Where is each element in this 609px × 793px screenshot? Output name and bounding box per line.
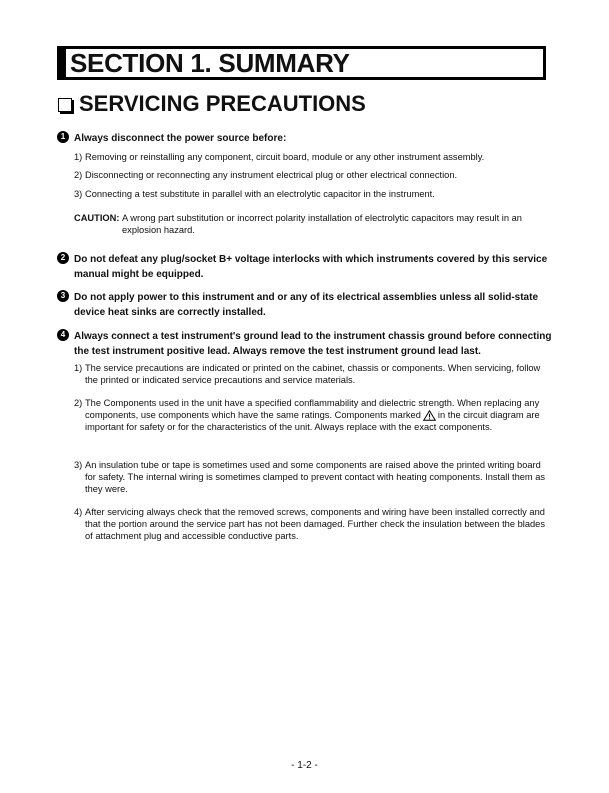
item4-sub-1 bbox=[74, 362, 552, 386]
sub-text: Connecting a test substitute in parallel with an electrolytic capacitor in the instrument. bbox=[85, 189, 435, 199]
sub-text-after: in the circuit diagram are important for safety or for the characteristics of the unit. Always replace with the exact components. bbox=[85, 410, 540, 433]
number-badge-1: 1 bbox=[57, 131, 69, 143]
caution-text: A wrong part substitution or incorrect polarity installation of electrolytic capacitors may result in an explosion hazard. bbox=[122, 213, 522, 236]
sub-label: 2) bbox=[74, 398, 83, 408]
page-number: - 1-2 - bbox=[291, 760, 318, 771]
sub-text bbox=[85, 397, 552, 434]
warning-triangle-icon bbox=[423, 410, 436, 421]
sub-label: 4) bbox=[74, 507, 83, 517]
sub-label: 3) bbox=[74, 460, 83, 470]
item1-sub-2 bbox=[74, 169, 552, 181]
item4-sub-4 bbox=[74, 506, 552, 543]
item1-sub-3 bbox=[74, 188, 552, 200]
sub-text-before: The Components used in the unit have a specified conflammability and dielectric strength. When replacing any components, use components which have the same ratings. Components marked bbox=[85, 398, 540, 421]
precaution-item-1-text: Always disconnect the power source before: bbox=[74, 133, 287, 144]
sub-label: 1) bbox=[74, 152, 83, 162]
sub-label: 1) bbox=[74, 363, 83, 373]
item4-sub-3 bbox=[74, 459, 552, 496]
number-badge-4: 4 bbox=[57, 329, 69, 341]
servicing-precautions-heading bbox=[58, 91, 366, 117]
section-title: SECTION 1. SUMMARY bbox=[70, 47, 350, 78]
sub-text: Disconnecting or reconnecting any instrument electrical plug or other electrical connection. bbox=[85, 170, 458, 180]
precaution-item-2 bbox=[57, 252, 552, 282]
number-badge-2: 2 bbox=[57, 252, 69, 264]
checkbox-square-icon bbox=[58, 98, 72, 112]
item1-sub-1 bbox=[74, 151, 552, 163]
number-badge-3: 3 bbox=[57, 290, 69, 302]
sub-text: Removing or reinstalling any component, circuit board, module or any other instrument assembly. bbox=[85, 152, 485, 162]
sub-heading-text: SERVICING PRECAUTIONS bbox=[79, 91, 366, 116]
precaution-item-3-text: Do not apply power to this instrument and or any of its electrical assemblies unless all solid-state device heat sinks are correctly installed. bbox=[74, 292, 538, 318]
caution-note bbox=[74, 212, 552, 236]
precaution-item-4 bbox=[57, 329, 552, 359]
sub-label: 3) bbox=[74, 189, 83, 199]
sub-text: An insulation tube or tape is sometimes used and some components are raised above the printed writing board for safety. The internal wiring is sometimes clamped to prevent contact with heating components. Install them as they were. bbox=[85, 460, 546, 495]
precaution-item-3 bbox=[57, 290, 552, 320]
section-header-box bbox=[57, 46, 546, 80]
precaution-item-2-text: Do not defeat any plug/socket B+ voltage interlocks with which instruments covered by this service manual might be equipped. bbox=[74, 254, 548, 280]
sub-text: The service precautions are indicated or printed on the cabinet, chassis or components. When servicing, follow the printed or indicated service precautions and service materials. bbox=[85, 363, 541, 386]
caution-label: CAUTION: bbox=[74, 213, 120, 223]
sub-label: 2) bbox=[74, 170, 83, 180]
precaution-item-4-text: Always connect a test instrument's ground lead to the instrument chassis ground before connecting the test instrument positive lead. Always remove the test instrument ground lead last. bbox=[74, 331, 552, 357]
item4-sub-2 bbox=[74, 397, 552, 434]
sub-text: After servicing always check that the removed screws, components and wiring have been installed correctly and that the portion around the service part has not been damaged. Further check the insulation between the blades of attachment plug and accessible conductive parts. bbox=[85, 507, 545, 542]
precaution-item-1 bbox=[57, 131, 552, 146]
